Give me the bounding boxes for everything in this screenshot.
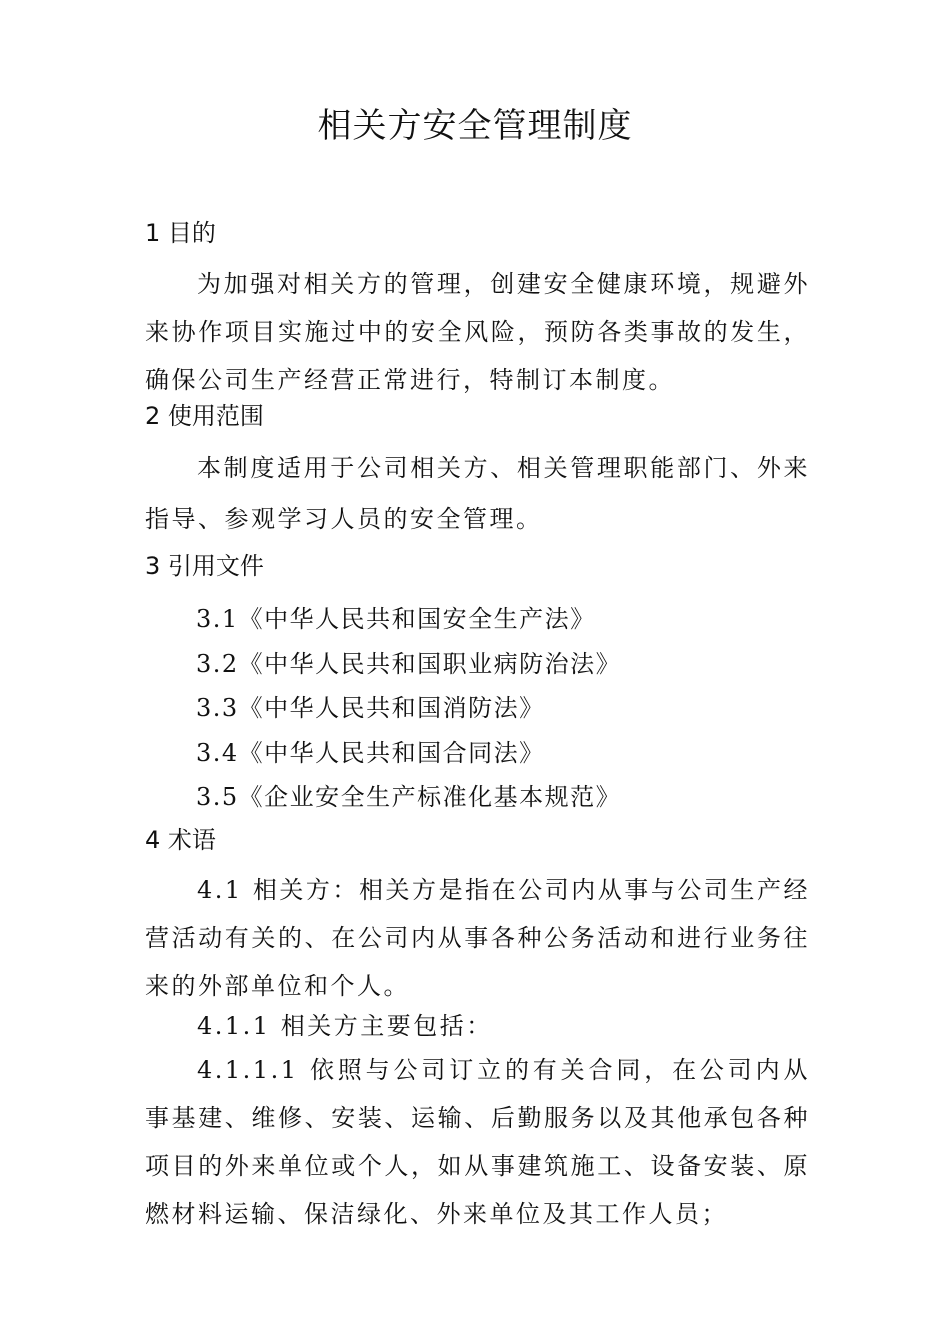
reference-item: 3.3《中华人民共和国消防法》 [196,694,545,722]
section-heading-terms: 4 术语 [145,826,216,854]
section-heading-purpose: 1 目的 [145,219,216,247]
reference-item: 3.2《中华人民共和国职业病防治法》 [196,649,622,678]
scope-paragraph: 本制度适用于公司相关方、相关管理职能部门、外来指导、参观学习人员的安全管理。 [145,454,810,533]
reference-list [196,597,621,820]
document-title: 相关方安全管理制度 [317,106,633,146]
section-heading-references: 3 引用文件 [145,552,264,580]
reference-item: 3.4《中华人民共和国合同法》 [196,738,545,767]
term-detail-paragraph: 4.1.1.1 依照与公司订立的有关合同，在公司内从事基建、维修、安装、运输、后勤服务以及其他承包各种项目的外来单位或个人，如从事建筑施工、设备安装、原燃材料运输、保洁绿化、外来单位及其工作人员； [145,1056,810,1228]
section-heading-scope: 2 使用范围 [145,402,264,430]
term-definition-paragraph: 4.1 相关方：相关方是指在公司内从事与公司生产经营活动有关的、在公司内从事各种公务活动和进行业务往来的外部单位和个人。 [145,876,810,1000]
reference-item: 3.5《企业安全生产标准化基本规范》 [196,783,622,811]
term-subclause-paragraph: 4.1.1 相关方主要包括： [197,1012,493,1040]
purpose-paragraph: 为加强对相关方的管理，创建安全健康环境，规避外来协作项目实施过中的安全风险，预防各类事故的发生，确保公司生产经营正常进行，特制订本制度。 [145,270,810,394]
reference-item: 3.1《中华人民共和国安全生产法》 [196,605,596,633]
